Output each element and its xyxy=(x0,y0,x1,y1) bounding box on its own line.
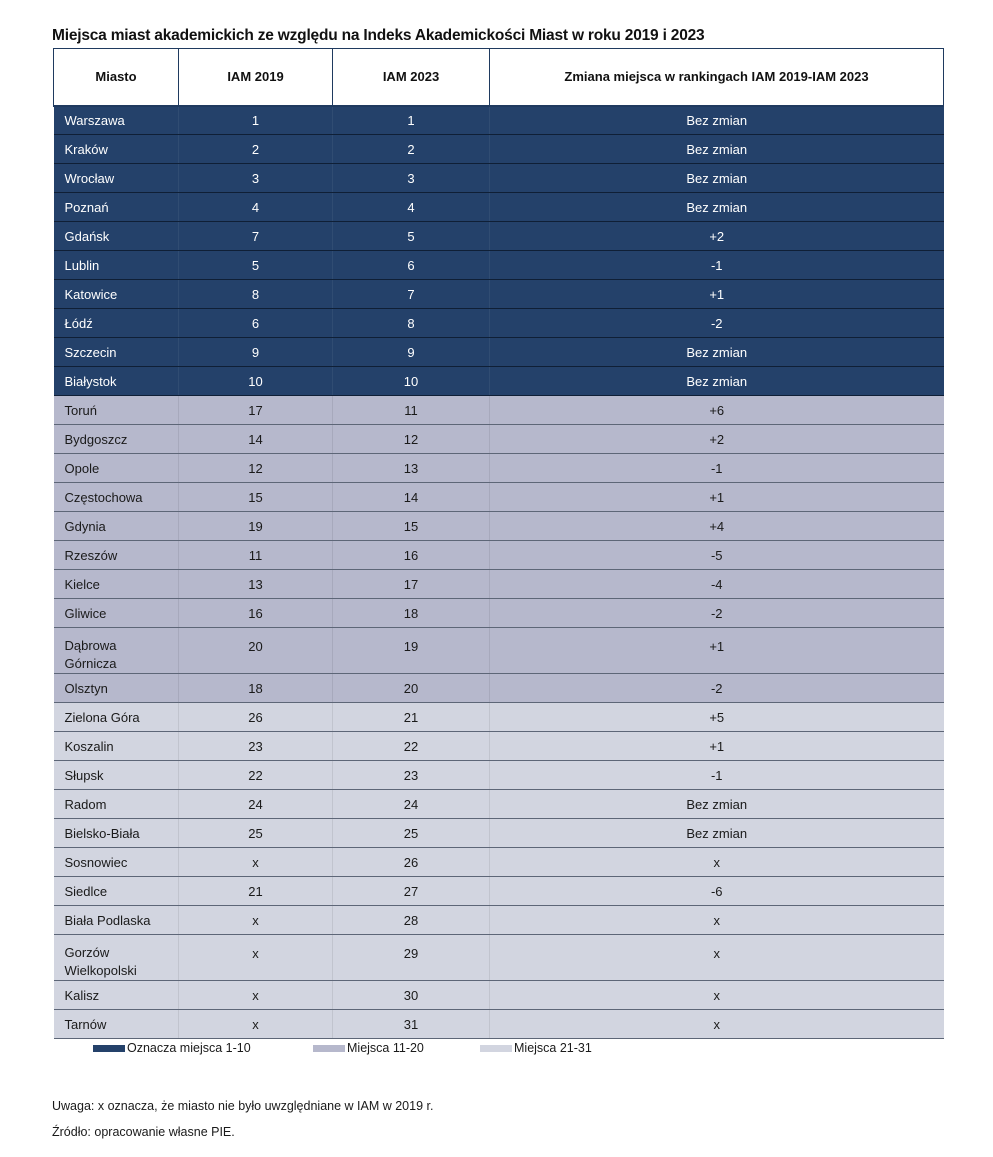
cell-iam-2023: 8 xyxy=(333,309,490,338)
cell-change: Bez zmian xyxy=(490,367,944,396)
cell-city: Gdynia xyxy=(54,512,179,541)
cell-iam-2019: 21 xyxy=(179,877,333,906)
cell-change: +1 xyxy=(490,628,944,674)
table-row xyxy=(54,135,944,164)
table-row xyxy=(54,935,944,981)
cell-iam-2019: 2 xyxy=(179,135,333,164)
cell-iam-2019: 6 xyxy=(179,309,333,338)
table-row xyxy=(54,570,944,599)
cell-change: -2 xyxy=(490,599,944,628)
table-row xyxy=(54,483,944,512)
table-row xyxy=(54,251,944,280)
cell-iam-2023: 22 xyxy=(333,732,490,761)
cell-change: +6 xyxy=(490,396,944,425)
cell-change: Bez zmian xyxy=(490,135,944,164)
cell-iam-2023: 16 xyxy=(333,541,490,570)
cell-iam-2019: 24 xyxy=(179,790,333,819)
cell-iam-2023: 19 xyxy=(333,628,490,674)
table-row xyxy=(54,674,944,703)
cell-iam-2023: 23 xyxy=(333,761,490,790)
cell-iam-2019: x xyxy=(179,906,333,935)
cell-iam-2023: 10 xyxy=(333,367,490,396)
table-row xyxy=(54,367,944,396)
cell-change: -1 xyxy=(490,761,944,790)
cell-iam-2019: 15 xyxy=(179,483,333,512)
legend-label: Miejsca 21-31 xyxy=(514,1041,592,1055)
cell-iam-2023: 12 xyxy=(333,425,490,454)
legend-label: Miejsca 11-20 xyxy=(347,1041,424,1055)
table-row xyxy=(54,193,944,222)
header-city: Miasto xyxy=(54,49,179,106)
cell-iam-2019: 20 xyxy=(179,628,333,674)
cell-city: Częstochowa xyxy=(54,483,179,512)
cell-change: x xyxy=(490,848,944,877)
cell-iam-2023: 13 xyxy=(333,454,490,483)
table-row xyxy=(54,512,944,541)
page-title: Miejsca miast akademickich ze względu na Indeks Akademickości Miast w roku 2019 i 2023 xyxy=(52,27,705,44)
cell-change: +1 xyxy=(490,732,944,761)
cell-change: -2 xyxy=(490,674,944,703)
cell-iam-2019: 7 xyxy=(179,222,333,251)
cell-iam-2023: 26 xyxy=(333,848,490,877)
legend-item-tier-2 xyxy=(313,1041,424,1055)
cell-iam-2019: x xyxy=(179,981,333,1010)
cell-change: Bez zmian xyxy=(490,338,944,367)
table-row xyxy=(54,1010,944,1039)
table-row xyxy=(54,338,944,367)
cell-iam-2019: x xyxy=(179,1010,333,1039)
cell-change: -5 xyxy=(490,541,944,570)
cell-city: Rzeszów xyxy=(54,541,179,570)
cell-iam-2023: 20 xyxy=(333,674,490,703)
cell-iam-2023: 3 xyxy=(333,164,490,193)
table-row xyxy=(54,309,944,338)
cell-iam-2023: 5 xyxy=(333,222,490,251)
table-row xyxy=(54,541,944,570)
table-row xyxy=(54,106,944,135)
cell-city: Warszawa xyxy=(54,106,179,135)
table-row xyxy=(54,222,944,251)
cell-iam-2023: 2 xyxy=(333,135,490,164)
cell-iam-2019: 16 xyxy=(179,599,333,628)
table-row xyxy=(54,877,944,906)
cell-city: Tarnów xyxy=(54,1010,179,1039)
table-row xyxy=(54,790,944,819)
cell-iam-2019: 14 xyxy=(179,425,333,454)
cell-change: -2 xyxy=(490,309,944,338)
cell-iam-2019: 11 xyxy=(179,541,333,570)
cell-city: Łódź xyxy=(54,309,179,338)
cell-change: -1 xyxy=(490,251,944,280)
cell-iam-2019: 10 xyxy=(179,367,333,396)
table-row xyxy=(54,164,944,193)
cell-iam-2023: 7 xyxy=(333,280,490,309)
cell-iam-2019: 19 xyxy=(179,512,333,541)
table-row xyxy=(54,848,944,877)
cell-city: Koszalin xyxy=(54,732,179,761)
cell-iam-2023: 24 xyxy=(333,790,490,819)
table-row xyxy=(54,280,944,309)
cell-iam-2019: x xyxy=(179,935,333,981)
table-header xyxy=(54,49,944,106)
cell-change: x xyxy=(490,906,944,935)
cell-city: Opole xyxy=(54,454,179,483)
cell-iam-2019: 3 xyxy=(179,164,333,193)
cell-change: +5 xyxy=(490,703,944,732)
legend-item-tier-3 xyxy=(480,1041,592,1055)
cell-iam-2023: 17 xyxy=(333,570,490,599)
cell-iam-2019: 9 xyxy=(179,338,333,367)
cell-change: Bez zmian xyxy=(490,819,944,848)
cell-city: Słupsk xyxy=(54,761,179,790)
cell-change: +1 xyxy=(490,483,944,512)
legend-label: Oznacza miejsca 1-10 xyxy=(127,1041,251,1055)
cell-city: Katowice xyxy=(54,280,179,309)
cell-change: +4 xyxy=(490,512,944,541)
cell-iam-2023: 30 xyxy=(333,981,490,1010)
cell-change: -4 xyxy=(490,570,944,599)
table-row xyxy=(54,761,944,790)
cell-city: Toruń xyxy=(54,396,179,425)
cell-change: x xyxy=(490,1010,944,1039)
cell-city: Bielsko-Biała xyxy=(54,819,179,848)
legend xyxy=(0,1041,993,1057)
cell-iam-2019: 25 xyxy=(179,819,333,848)
cell-iam-2023: 1 xyxy=(333,106,490,135)
legend-swatch xyxy=(93,1045,125,1052)
table-body xyxy=(54,106,944,1039)
table-row xyxy=(54,396,944,425)
cell-city: Bydgoszcz xyxy=(54,425,179,454)
cell-iam-2023: 18 xyxy=(333,599,490,628)
cell-change: +2 xyxy=(490,425,944,454)
cell-city: Wrocław xyxy=(54,164,179,193)
cell-city: Gliwice xyxy=(54,599,179,628)
header-change: Zmiana miejsca w rankingach IAM 2019-IAM 2023 xyxy=(490,49,944,106)
cell-city: Olsztyn xyxy=(54,674,179,703)
legend-swatch xyxy=(480,1045,512,1052)
cell-iam-2019: 23 xyxy=(179,732,333,761)
cell-iam-2019: 5 xyxy=(179,251,333,280)
cell-iam-2019: 26 xyxy=(179,703,333,732)
header-row xyxy=(54,49,944,106)
table-row xyxy=(54,703,944,732)
cell-change: Bez zmian xyxy=(490,164,944,193)
cell-iam-2019: 13 xyxy=(179,570,333,599)
cell-city: Sosnowiec xyxy=(54,848,179,877)
cell-iam-2023: 25 xyxy=(333,819,490,848)
header-iam-2019: IAM 2019 xyxy=(179,49,333,106)
header-iam-2023: IAM 2023 xyxy=(333,49,490,106)
cell-iam-2023: 15 xyxy=(333,512,490,541)
cell-iam-2023: 28 xyxy=(333,906,490,935)
cell-change: x xyxy=(490,981,944,1010)
table-row xyxy=(54,599,944,628)
cell-iam-2019: 22 xyxy=(179,761,333,790)
cell-iam-2023: 21 xyxy=(333,703,490,732)
cell-iam-2023: 11 xyxy=(333,396,490,425)
cell-change: x xyxy=(490,935,944,981)
cell-city: Kalisz xyxy=(54,981,179,1010)
cell-iam-2023: 31 xyxy=(333,1010,490,1039)
cell-change: -1 xyxy=(490,454,944,483)
cell-iam-2019: 4 xyxy=(179,193,333,222)
cell-iam-2019: x xyxy=(179,848,333,877)
cell-iam-2023: 9 xyxy=(333,338,490,367)
legend-item-tier-1 xyxy=(93,1041,251,1055)
cell-change: -6 xyxy=(490,877,944,906)
table-row xyxy=(54,425,944,454)
cell-city: Gorzów Wielkopolski xyxy=(54,935,179,981)
cell-city: Biała Podlaska xyxy=(54,906,179,935)
ranking-table xyxy=(53,48,944,1039)
cell-iam-2023: 6 xyxy=(333,251,490,280)
cell-iam-2019: 12 xyxy=(179,454,333,483)
cell-city: Białystok xyxy=(54,367,179,396)
cell-iam-2019: 18 xyxy=(179,674,333,703)
cell-change: +1 xyxy=(490,280,944,309)
cell-city: Siedlce xyxy=(54,877,179,906)
legend-swatch xyxy=(313,1045,345,1052)
cell-city: Kraków xyxy=(54,135,179,164)
cell-iam-2023: 14 xyxy=(333,483,490,512)
cell-iam-2023: 29 xyxy=(333,935,490,981)
cell-iam-2019: 1 xyxy=(179,106,333,135)
cell-city: Radom xyxy=(54,790,179,819)
cell-iam-2019: 8 xyxy=(179,280,333,309)
cell-city: Zielona Góra xyxy=(54,703,179,732)
cell-change: Bez zmian xyxy=(490,790,944,819)
cell-change: Bez zmian xyxy=(490,106,944,135)
table-row xyxy=(54,732,944,761)
cell-city: Poznań xyxy=(54,193,179,222)
cell-iam-2023: 4 xyxy=(333,193,490,222)
table-row xyxy=(54,628,944,674)
table-row xyxy=(54,819,944,848)
cell-city: Szczecin xyxy=(54,338,179,367)
cell-change: +2 xyxy=(490,222,944,251)
cell-iam-2019: 17 xyxy=(179,396,333,425)
footnote: Uwaga: x oznacza, że miasto nie było uwzględniane w IAM w 2019 r. xyxy=(52,1099,434,1113)
cell-city: Kielce xyxy=(54,570,179,599)
source-note: Źródło: opracowanie własne PIE. xyxy=(52,1125,235,1139)
cell-city: Dąbrowa Górnicza xyxy=(54,628,179,674)
table-row xyxy=(54,906,944,935)
cell-change: Bez zmian xyxy=(490,193,944,222)
table-row xyxy=(54,454,944,483)
table-row xyxy=(54,981,944,1010)
cell-iam-2023: 27 xyxy=(333,877,490,906)
cell-city: Gdańsk xyxy=(54,222,179,251)
cell-city: Lublin xyxy=(54,251,179,280)
